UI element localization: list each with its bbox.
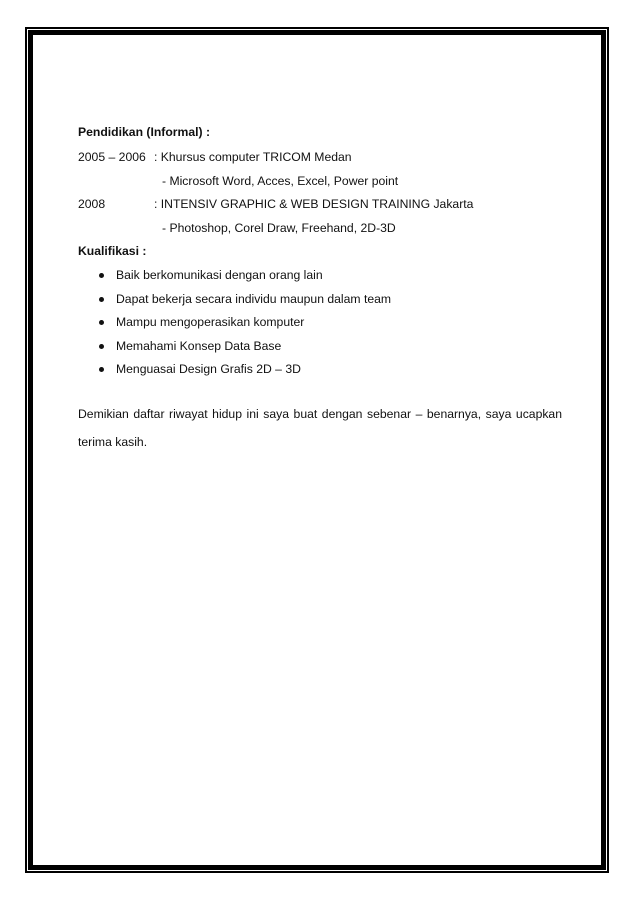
- education-title-1: : Khursus computer TRICOM Medan: [154, 150, 352, 164]
- bullet-icon: [99, 367, 104, 372]
- qualification-item: [78, 291, 568, 307]
- education-detail-1: - Microsoft Word, Acces, Excel, Power point: [162, 174, 399, 188]
- education-title-2: : INTENSIV GRAPHIC & WEB DESIGN TRAINING Jakarta: [154, 197, 474, 211]
- qualification-heading: Kualifikasi :: [78, 244, 147, 258]
- closing-paragraph-line-2: terima kasih.: [78, 435, 148, 449]
- qualification-item: [78, 361, 568, 377]
- qualification-text-3: Mampu mengoperasikan komputer: [116, 315, 305, 329]
- education-year-2: 2008: [78, 197, 106, 211]
- qualification-text-1: Baik berkomunikasi dengan orang lain: [116, 268, 323, 282]
- bullet-icon: [99, 344, 104, 349]
- education-year-1: 2005 – 2006: [78, 150, 146, 164]
- qualification-text-5: Menguasai Design Grafis 2D – 3D: [116, 362, 301, 376]
- education-detail-2: - Photoshop, Corel Draw, Freehand, 2D-3D: [162, 221, 396, 235]
- education-row-2: [78, 196, 568, 212]
- closing-paragraph-line-1: Demikian daftar riwayat hidup ini saya buat dengan sebenar – benarnya, saya ucapkan: [78, 407, 562, 421]
- bullet-icon: [99, 297, 104, 302]
- qualification-item: [78, 267, 568, 283]
- qualification-item: [78, 314, 568, 330]
- bullet-icon: [99, 273, 104, 278]
- education-row-1: [78, 149, 568, 165]
- education-detail-row-2: [78, 220, 568, 236]
- education-detail-row-1: [78, 173, 568, 189]
- qualification-item: [78, 338, 568, 354]
- bullet-icon: [99, 320, 104, 325]
- informal-education-heading: Pendidikan (Informal) :: [78, 125, 211, 139]
- qualification-text-2: Dapat bekerja secara individu maupun dalam team: [116, 292, 392, 306]
- qualification-text-4: Memahami Konsep Data Base: [116, 339, 282, 353]
